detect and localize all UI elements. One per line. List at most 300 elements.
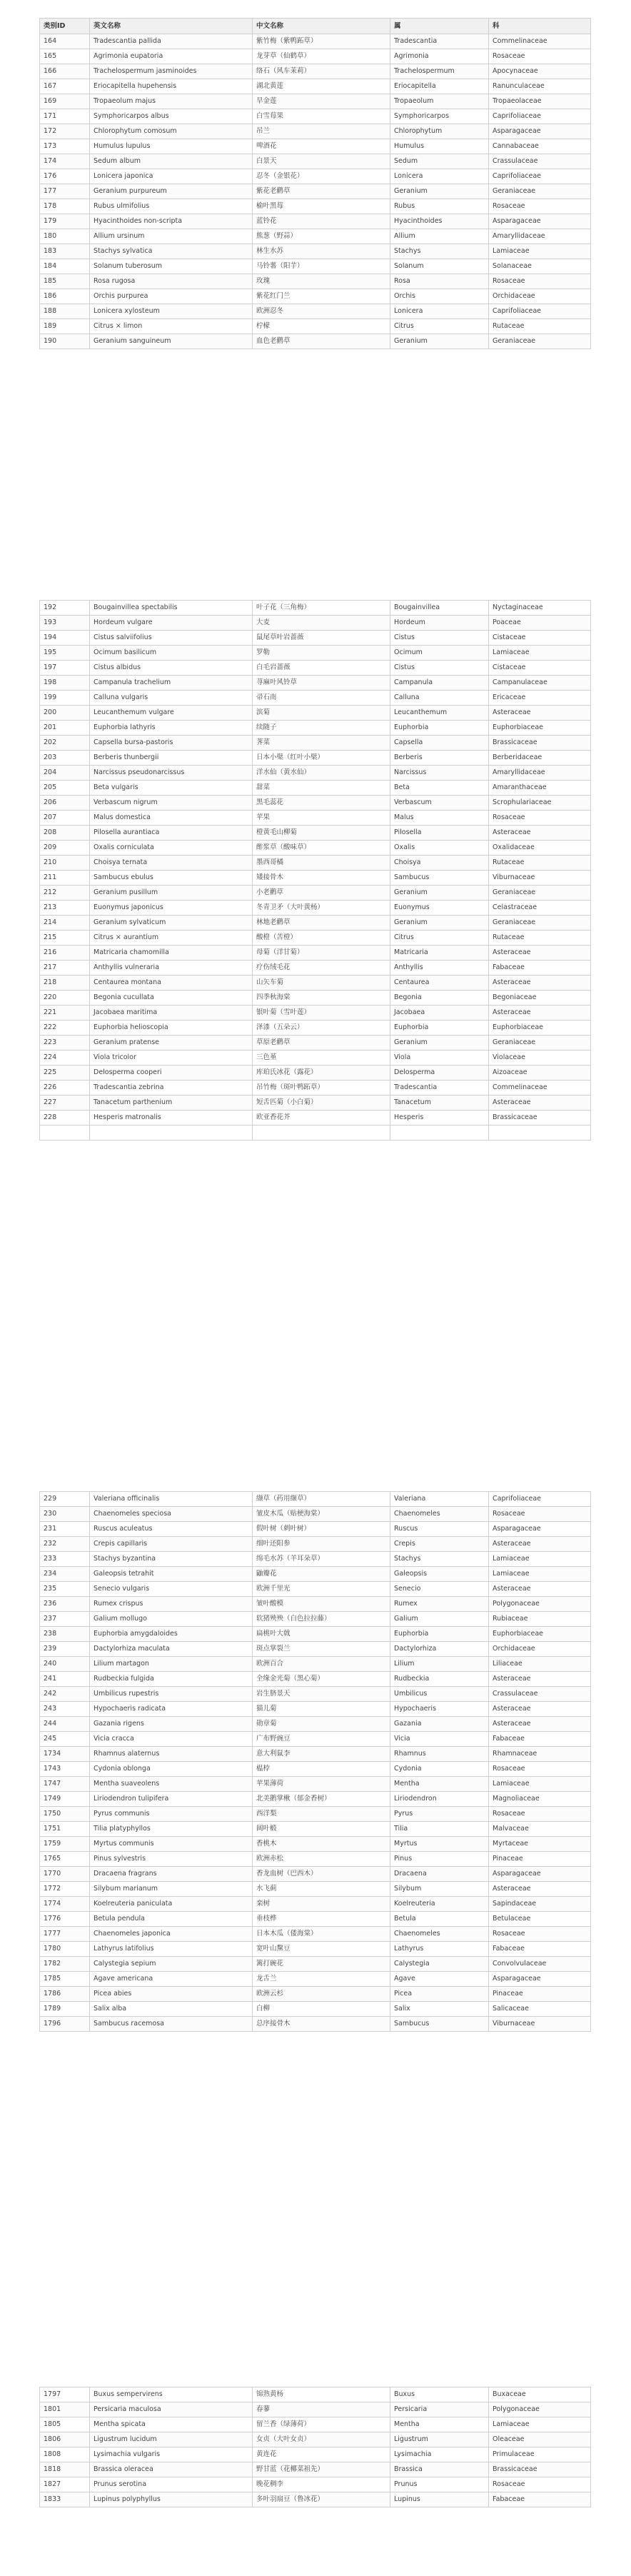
- cell-english-name: Sedum album: [90, 154, 253, 169]
- cell-category-id: 236: [40, 1597, 90, 1612]
- cell-genus: Leucanthemum: [390, 706, 489, 721]
- cell-family: Myrtaceae: [489, 1837, 591, 1852]
- cell-category-id: 198: [40, 676, 90, 691]
- cell-family: Geraniaceae: [489, 886, 591, 901]
- cell-english-name: Ocimum basilicum: [90, 646, 253, 661]
- cell-genus: Allium: [390, 229, 489, 244]
- cell-category-id: 223: [40, 1036, 90, 1051]
- cell-family: Fabaceae: [489, 1732, 591, 1747]
- cell-chinese-name: 滨菊: [253, 706, 390, 721]
- cell-chinese-name: 紫花老鹳草: [253, 184, 390, 199]
- table-row: [40, 901, 591, 916]
- cell-english-name: Cistus albidus: [90, 661, 253, 676]
- table-row: [40, 886, 591, 901]
- cell-english-name: Calystegia sepium: [90, 1957, 253, 1972]
- header-genus: 属: [390, 19, 489, 34]
- cell-category-id: 239: [40, 1642, 90, 1657]
- cell-category-id: 1805: [40, 2417, 90, 2432]
- cell-chinese-name: 垂枝桦: [253, 1912, 390, 1927]
- cell-category-id: 238: [40, 1627, 90, 1642]
- cell-genus: Matricaria: [390, 946, 489, 961]
- cell-chinese-name: 水飞蓟: [253, 1882, 390, 1897]
- cell-family: Rhamnaceae: [489, 1747, 591, 1762]
- cell-category-id: 189: [40, 319, 90, 334]
- table-row: [40, 1927, 591, 1942]
- cell-english-name: Matricaria chamomilla: [90, 946, 253, 961]
- cell-category-id: 180: [40, 229, 90, 244]
- cell-chinese-name: 北美鹅掌楸（郁金香树）: [253, 1792, 390, 1807]
- table-row: [40, 79, 591, 94]
- cell-family: Asteraceae: [489, 1882, 591, 1897]
- cell-family: Asteraceae: [489, 946, 591, 961]
- cell-category-id: 194: [40, 631, 90, 646]
- cell-family: Brassicaceae: [489, 736, 591, 751]
- cell-category-id: 208: [40, 826, 90, 841]
- header-category-id: 类别ID: [40, 19, 90, 34]
- cell-genus: Galeopsis: [390, 1567, 489, 1582]
- cell-family: Begoniaceae: [489, 991, 591, 1006]
- cell-genus: Cistus: [390, 631, 489, 646]
- cell-category-id: 205: [40, 781, 90, 796]
- cell-genus: Lupinus: [390, 2492, 489, 2507]
- cell-family: Ranunculaceae: [489, 79, 591, 94]
- cell-genus: Sambucus: [390, 871, 489, 886]
- cell-category-id: 1782: [40, 1957, 90, 1972]
- cell-category-id: 243: [40, 1702, 90, 1717]
- cell-family: Rosaceae: [489, 1807, 591, 1822]
- cell-category-id: 1786: [40, 1987, 90, 2002]
- table-row: [40, 154, 591, 169]
- cell-genus: Rudbeckia: [390, 1672, 489, 1687]
- cell-chinese-name: 墨西哥橘: [253, 856, 390, 871]
- cell-category-id: 1780: [40, 1942, 90, 1957]
- cell-english-name: Umbilicus rupestris: [90, 1687, 253, 1702]
- cell-category-id: 213: [40, 901, 90, 916]
- table-row: [40, 1051, 591, 1066]
- cell-english-name: Delosperma cooperi: [90, 1066, 253, 1081]
- cell-genus: Rumex: [390, 1597, 489, 1612]
- cell-category-id: 167: [40, 79, 90, 94]
- cell-genus: Vicia: [390, 1732, 489, 1747]
- table-row: [40, 1987, 591, 2002]
- cell-english-name: Tilia platyphyllos: [90, 1822, 253, 1837]
- table-row: [40, 1612, 591, 1627]
- cell-chinese-name: 酸橙（苦橙）: [253, 931, 390, 946]
- cell-english-name: Mentha spicata: [90, 2417, 253, 2432]
- cell-english-name: Senecio vulgaris: [90, 1582, 253, 1597]
- table-row: [40, 676, 591, 691]
- cell-family: Geraniaceae: [489, 1036, 591, 1051]
- cell-category-id: 212: [40, 886, 90, 901]
- cell-genus: Euphorbia: [390, 1021, 489, 1036]
- cell-english-name: Geranium purpureum: [90, 184, 253, 199]
- table-row: [40, 1702, 591, 1717]
- table-row: [40, 1852, 591, 1867]
- cell-english-name: Narcissus pseudonarcissus: [90, 766, 253, 781]
- cell-genus: Tilia: [390, 1822, 489, 1837]
- cell-family: Caprifoliaceae: [489, 304, 591, 319]
- cell-english-name: Viola tricolor: [90, 1051, 253, 1066]
- cell-family: Rosaceae: [489, 1762, 591, 1777]
- cell-genus: Begonia: [390, 991, 489, 1006]
- cell-category-id: 233: [40, 1552, 90, 1567]
- table-row: [40, 991, 591, 1006]
- cell-family: Amaryllidaceae: [489, 766, 591, 781]
- cell-category-id: 224: [40, 1051, 90, 1066]
- cell-category-id: 1833: [40, 2492, 90, 2507]
- table-row: [40, 184, 591, 199]
- cell-family: Asteraceae: [489, 706, 591, 721]
- table-row: [40, 1507, 591, 1522]
- cell-family: Tropaeolaceae: [489, 94, 591, 109]
- cell-category-id: 1818: [40, 2462, 90, 2477]
- cell-chinese-name: 绵毛水苏（羊耳朵草）: [253, 1552, 390, 1567]
- cell-chinese-name: 疗伤绒毛花: [253, 961, 390, 976]
- cell-chinese-name: 橙黄毛山柳菊: [253, 826, 390, 841]
- cell-english-name: Calluna vulgaris: [90, 691, 253, 706]
- cell-english-name: Allium ursinum: [90, 229, 253, 244]
- table-row: [40, 1081, 591, 1096]
- cell-genus: Humulus: [390, 139, 489, 154]
- table-row: [40, 2402, 591, 2417]
- cell-family: Lamiaceae: [489, 1552, 591, 1567]
- cell-genus: Euphorbia: [390, 721, 489, 736]
- cell-english-name: Hordeum vulgare: [90, 616, 253, 631]
- cell-english-name: Salix alba: [90, 2002, 253, 2017]
- cell-category-id: 184: [40, 259, 90, 274]
- cell-english-name: Anthyllis vulneraria: [90, 961, 253, 976]
- cell-english-name: Vicia cracca: [90, 1732, 253, 1747]
- cell-chinese-name: 意大利鼠李: [253, 1747, 390, 1762]
- cell-chinese-name: 白雪莓果: [253, 109, 390, 124]
- cell-chinese-name: 皱叶酸模: [253, 1597, 390, 1612]
- table-row: [40, 1066, 591, 1081]
- table-row: [40, 1096, 591, 1111]
- cell-english-name: Agrimonia eupatoria: [90, 49, 253, 64]
- cell-english-name: Rudbeckia fulgida: [90, 1672, 253, 1687]
- cell-category-id: 179: [40, 214, 90, 229]
- table-row: [40, 1021, 591, 1036]
- cell-chinese-name: 欧亚香花芥: [253, 1111, 390, 1126]
- cell-chinese-name: 岩生脐景天: [253, 1687, 390, 1702]
- cell-chinese-name: 山矢车菊: [253, 976, 390, 991]
- cell-category-id: 178: [40, 199, 90, 214]
- table-row: [40, 274, 591, 289]
- cell-family: Asparagaceae: [489, 214, 591, 229]
- cell-category-id: 211: [40, 871, 90, 886]
- cell-category-id: 210: [40, 856, 90, 871]
- cell-category-id: 186: [40, 289, 90, 304]
- cell-family: Asteraceae: [489, 976, 591, 991]
- table-row: [40, 616, 591, 631]
- cell-family: Rosaceae: [489, 49, 591, 64]
- cell-family: Viburnaceae: [489, 2017, 591, 2032]
- cell-english-name: Buxus sempervirens: [90, 2387, 253, 2402]
- cell-genus: Cistus: [390, 661, 489, 676]
- cell-chinese-name: 西洋梨: [253, 1807, 390, 1822]
- cell-family: Rutaceae: [489, 931, 591, 946]
- table-row: [40, 1582, 591, 1597]
- cell-chinese-name: 皱皮木瓜（贴梗海棠）: [253, 1507, 390, 1522]
- cell-english-name: Symphoricarpos albus: [90, 109, 253, 124]
- cell-chinese-name: 母菊（洋甘菊）: [253, 946, 390, 961]
- cell-genus: Ocimum: [390, 646, 489, 661]
- cell-chinese-name: 春蓼: [253, 2402, 390, 2417]
- cell-family: Rubiaceae: [489, 1612, 591, 1627]
- cell-english-name: Solanum tuberosum: [90, 259, 253, 274]
- cell-category-id: 171: [40, 109, 90, 124]
- table-row: [40, 961, 591, 976]
- cell-category-id: 237: [40, 1612, 90, 1627]
- cell-family: Ericaceae: [489, 691, 591, 706]
- cell-category-id: 232: [40, 1537, 90, 1552]
- cell-category-id: 174: [40, 154, 90, 169]
- cell-category-id: 176: [40, 169, 90, 184]
- cell-family: Lamiaceae: [489, 244, 591, 259]
- cell-english-name: Lysimachia vulgaris: [90, 2447, 253, 2462]
- cell-family: Buxaceae: [489, 2387, 591, 2402]
- cell-english-name: Galeopsis tetrahit: [90, 1567, 253, 1582]
- cell-english-name: Prunus serotina: [90, 2477, 253, 2492]
- cell-category-id: 192: [40, 601, 90, 616]
- cell-chinese-name: 龙舌兰: [253, 1972, 390, 1987]
- cell-family: Malvaceae: [489, 1822, 591, 1837]
- cell-category-id: 1772: [40, 1882, 90, 1897]
- cell-chinese-name: 帚石南: [253, 691, 390, 706]
- cell-english-name: Centaurea montana: [90, 976, 253, 991]
- cell-chinese-name: 吊兰: [253, 124, 390, 139]
- cell-family: Asteraceae: [489, 1096, 591, 1111]
- cell-category-id: 1743: [40, 1762, 90, 1777]
- cell-family: Pinaceae: [489, 1852, 591, 1867]
- cell-category-id: 165: [40, 49, 90, 64]
- cell-family: Salicaceae: [489, 2002, 591, 2017]
- cell-english-name: Tradescantia pallida: [90, 34, 253, 49]
- cell-category-id: 215: [40, 931, 90, 946]
- cell-genus: Gazania: [390, 1717, 489, 1732]
- empty-cell: [390, 1126, 489, 1141]
- cell-english-name: Sambucus racemosa: [90, 2017, 253, 2032]
- cell-genus: Narcissus: [390, 766, 489, 781]
- cell-genus: Euonymus: [390, 901, 489, 916]
- cell-genus: Delosperma: [390, 1066, 489, 1081]
- cell-chinese-name: 旱金莲: [253, 94, 390, 109]
- table-row: [40, 1492, 591, 1507]
- cell-chinese-name: 香龙血树（巴西木）: [253, 1867, 390, 1882]
- cell-category-id: 169: [40, 94, 90, 109]
- cell-chinese-name: 吊竹梅（斑叶鸭跖草）: [253, 1081, 390, 1096]
- empty-cell: [489, 1126, 591, 1141]
- cell-chinese-name: 全缘金光菊（黑心菊）: [253, 1672, 390, 1687]
- cell-english-name: Berberis thunbergii: [90, 751, 253, 766]
- cell-category-id: 1827: [40, 2477, 90, 2492]
- cell-genus: Dactylorhiza: [390, 1642, 489, 1657]
- cell-category-id: 1774: [40, 1897, 90, 1912]
- table-row: [40, 244, 591, 259]
- cell-genus: Agrimonia: [390, 49, 489, 64]
- cell-category-id: 1770: [40, 1867, 90, 1882]
- cell-chinese-name: 猫儿菊: [253, 1702, 390, 1717]
- cell-family: Rosaceae: [489, 1507, 591, 1522]
- cell-category-id: 203: [40, 751, 90, 766]
- cell-family: Asparagaceae: [489, 1972, 591, 1987]
- cell-family: Amaryllidaceae: [489, 229, 591, 244]
- table-section-3: [39, 1491, 590, 2032]
- cell-genus: Geranium: [390, 334, 489, 349]
- cell-chinese-name: 扁桃叶大戟: [253, 1627, 390, 1642]
- cell-english-name: Dactylorhiza maculata: [90, 1642, 253, 1657]
- table-row: [40, 721, 591, 736]
- cell-category-id: 1785: [40, 1972, 90, 1987]
- cell-chinese-name: 银叶菊（雪叶莲）: [253, 1006, 390, 1021]
- cell-english-name: Hesperis matronalis: [90, 1111, 253, 1126]
- cell-english-name: Oxalis corniculata: [90, 841, 253, 856]
- cell-family: Lamiaceae: [489, 1777, 591, 1792]
- cell-chinese-name: 络石（风车茉莉）: [253, 64, 390, 79]
- cell-genus: Capsella: [390, 736, 489, 751]
- table-row: [40, 916, 591, 931]
- cell-english-name: Geranium pusillum: [90, 886, 253, 901]
- cell-genus: Calystegia: [390, 1957, 489, 1972]
- table-row: [40, 1642, 591, 1657]
- cell-family: Asteraceae: [489, 826, 591, 841]
- cell-family: Sapindaceae: [489, 1897, 591, 1912]
- cell-english-name: Tropaeolum majus: [90, 94, 253, 109]
- cell-category-id: 1806: [40, 2432, 90, 2447]
- cell-english-name: Rhamnus alaternus: [90, 1747, 253, 1762]
- cell-family: Rutaceae: [489, 319, 591, 334]
- cell-family: Solanaceae: [489, 259, 591, 274]
- cell-genus: Buxus: [390, 2387, 489, 2402]
- cell-english-name: Lilium martagon: [90, 1657, 253, 1672]
- cell-english-name: Rumex crispus: [90, 1597, 253, 1612]
- cell-english-name: Geranium sylvaticum: [90, 916, 253, 931]
- cell-category-id: 1801: [40, 2402, 90, 2417]
- table-row: [40, 1837, 591, 1852]
- cell-chinese-name: 四季秋海棠: [253, 991, 390, 1006]
- table-row: [40, 601, 591, 616]
- table-row: [40, 736, 591, 751]
- cell-category-id: 230: [40, 1507, 90, 1522]
- cell-family: Brassicaceae: [489, 1111, 591, 1126]
- table-row: [40, 1552, 591, 1567]
- cell-category-id: 225: [40, 1066, 90, 1081]
- table-row: [40, 2417, 591, 2432]
- cell-english-name: Beta vulgaris: [90, 781, 253, 796]
- cell-category-id: 201: [40, 721, 90, 736]
- cell-genus: Hyacinthoides: [390, 214, 489, 229]
- cell-english-name: Galium mollugo: [90, 1612, 253, 1627]
- cell-genus: Tradescantia: [390, 1081, 489, 1096]
- cell-genus: Citrus: [390, 931, 489, 946]
- cell-genus: Malus: [390, 811, 489, 826]
- cell-genus: Bougainvillea: [390, 601, 489, 616]
- table-row: [40, 1687, 591, 1702]
- table-row: [40, 1537, 591, 1552]
- cell-family: Fabaceae: [489, 961, 591, 976]
- cell-family: Rosaceae: [489, 199, 591, 214]
- cell-category-id: 234: [40, 1567, 90, 1582]
- cell-category-id: 207: [40, 811, 90, 826]
- cell-english-name: Pyrus communis: [90, 1807, 253, 1822]
- cell-english-name: Citrus × aurantium: [90, 931, 253, 946]
- cell-category-id: 226: [40, 1081, 90, 1096]
- cell-english-name: Ligustrum lucidum: [90, 2432, 253, 2447]
- cell-english-name: Rosa rugosa: [90, 274, 253, 289]
- cell-genus: Dracaena: [390, 1867, 489, 1882]
- cell-genus: Oxalis: [390, 841, 489, 856]
- cell-chinese-name: 欧洲百合: [253, 1657, 390, 1672]
- cell-family: Crassulaceae: [489, 154, 591, 169]
- table-row: [40, 781, 591, 796]
- cell-genus: Rosa: [390, 274, 489, 289]
- cell-english-name: Jacobaea maritima: [90, 1006, 253, 1021]
- cell-english-name: Bougainvillea spectabilis: [90, 601, 253, 616]
- cell-category-id: 245: [40, 1732, 90, 1747]
- table-row: [40, 1957, 591, 1972]
- empty-cell: [90, 1126, 253, 1141]
- cell-english-name: Betula pendula: [90, 1912, 253, 1927]
- cell-family: Poaceae: [489, 616, 591, 631]
- cell-category-id: 197: [40, 661, 90, 676]
- cell-category-id: 206: [40, 796, 90, 811]
- cell-family: Cannabaceae: [489, 139, 591, 154]
- cell-genus: Agave: [390, 1972, 489, 1987]
- table-row: [40, 1597, 591, 1612]
- empty-cell: [253, 1126, 390, 1141]
- cell-genus: Ligustrum: [390, 2432, 489, 2447]
- cell-category-id: 1796: [40, 2017, 90, 2032]
- cell-genus: Pyrus: [390, 1807, 489, 1822]
- table-row: [40, 2387, 591, 2402]
- cell-english-name: Lupinus polyphyllus: [90, 2492, 253, 2507]
- cell-family: Convolvulaceae: [489, 1957, 591, 1972]
- table-row: [40, 1036, 591, 1051]
- cell-genus: Calluna: [390, 691, 489, 706]
- cell-family: Fabaceae: [489, 1942, 591, 1957]
- table-row: [40, 124, 591, 139]
- cell-family: Euphorbiaceae: [489, 1021, 591, 1036]
- table-row: [40, 1897, 591, 1912]
- table-row: [40, 2432, 591, 2447]
- table-row: [40, 841, 591, 856]
- cell-english-name: Eriocapitella hupehensis: [90, 79, 253, 94]
- cell-chinese-name: 白柳: [253, 2002, 390, 2017]
- plant-table: [39, 2387, 591, 2507]
- cell-family: Polygonaceae: [489, 2402, 591, 2417]
- cell-english-name: Agave americana: [90, 1972, 253, 1987]
- empty-row: [40, 1126, 591, 1141]
- cell-family: Cistaceae: [489, 631, 591, 646]
- cell-family: Campanulaceae: [489, 676, 591, 691]
- cell-english-name: Tanacetum parthenium: [90, 1096, 253, 1111]
- cell-english-name: Picea abies: [90, 1987, 253, 2002]
- cell-category-id: 1751: [40, 1822, 90, 1837]
- cell-genus: Trachelospermum: [390, 64, 489, 79]
- cell-family: Lamiaceae: [489, 646, 591, 661]
- table-row: [40, 1867, 591, 1882]
- cell-english-name: Mentha suaveolens: [90, 1777, 253, 1792]
- cell-family: Caprifoliaceae: [489, 109, 591, 124]
- cell-english-name: Hypochaeris radicata: [90, 1702, 253, 1717]
- table-row: [40, 169, 591, 184]
- table-row: [40, 64, 591, 79]
- cell-chinese-name: 女贞（大叶女贞）: [253, 2432, 390, 2447]
- cell-genus: Geranium: [390, 916, 489, 931]
- cell-genus: Chaenomeles: [390, 1507, 489, 1522]
- cell-chinese-name: 甜菜: [253, 781, 390, 796]
- cell-family: Commelinaceae: [489, 1081, 591, 1096]
